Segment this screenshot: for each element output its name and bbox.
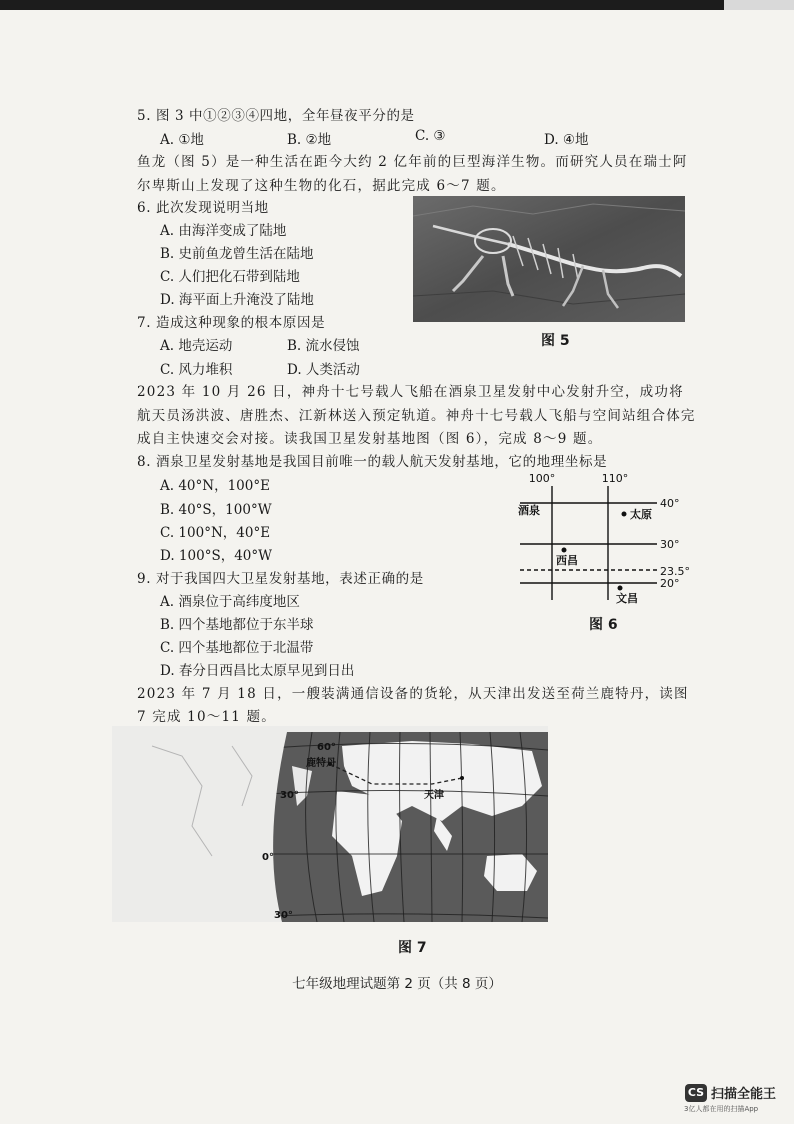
lat-label-20: 20° <box>660 577 680 590</box>
lat-label-40: 40° <box>660 497 680 510</box>
q6-option-a: A. 由海洋变成了陆地 <box>160 223 287 239</box>
lat-label-23-5: 23.5° <box>660 565 690 578</box>
lon-label-110: 110° <box>601 472 629 485</box>
passage-fish-dragon: 鱼龙（图 5）是一种生活在距今大约 2 亿年前的巨型海洋生物。而研究人员在瑞士阿尔卑斯山上发现了这种生物的化石，据此完成 6～7 题。 <box>137 154 688 194</box>
q8-option-c: C. 100°N，40°E <box>160 525 271 541</box>
q6-option-b: B. 史前鱼龙曾生活在陆地 <box>160 246 314 262</box>
fig5-caption: 图 5 <box>541 333 570 349</box>
q5-option-b: B. ②地 <box>287 132 332 148</box>
place-wenchang: 文昌 <box>616 592 638 605</box>
map-lat-0: 0° <box>262 852 274 863</box>
place-rotterdam: 鹿特丹 <box>306 758 336 769</box>
place-xichang: 西昌 <box>556 554 578 567</box>
q7-option-c: C. 风力堆积 <box>160 362 233 378</box>
q8-option-a: A. 40°N，100°E <box>160 478 270 494</box>
q5-option-c: C. ③ <box>415 128 446 144</box>
q5-stem: 5. 图 3 中①②③④四地，全年昼夜平分的是 <box>137 108 415 124</box>
camscanner-tagline: 3亿人都在用的扫描App <box>684 1105 759 1113</box>
q9-option-d: D. 春分日西昌比太原早见到日出 <box>160 663 355 679</box>
world-map <box>112 726 548 922</box>
passage-shipping: 2023 年 7 月 18 日，一艘装满通信设备的货轮，从天津出发送至荷兰鹿特丹，读图 7 完成 10～11 题。 <box>137 686 689 725</box>
camscanner-name: 扫描全能王 <box>711 1087 777 1102</box>
dot-tianjin <box>460 776 464 780</box>
map-lat-30s: 30° <box>274 910 293 921</box>
launch-base-map <box>512 470 692 610</box>
q9-option-c: C. 四个基地都位于北温带 <box>160 640 314 656</box>
dot-xichang <box>562 548 567 553</box>
q8-option-d: D. 100°S，40°W <box>160 548 272 564</box>
q9-stem: 9. 对于我国四大卫星发射基地，表述正确的是 <box>137 571 424 587</box>
place-jiuquan: 酒泉 <box>518 504 540 517</box>
q6-option-c: C. 人们把化石带到陆地 <box>160 269 300 285</box>
lon-label-100: 100° <box>528 472 556 485</box>
q5-option-d: D. ④地 <box>544 132 589 148</box>
q7-option-a: A. 地壳运动 <box>160 338 233 354</box>
q8-option-b: B. 40°S，100°W <box>160 502 272 518</box>
q9-option-a: A. 酒泉位于高纬度地区 <box>160 594 300 610</box>
dot-taiyuan <box>622 512 627 517</box>
q7-stem: 7. 造成这种现象的根本原因是 <box>137 315 326 331</box>
fig7-caption: 图 7 <box>398 940 427 956</box>
fossil-photo <box>413 196 685 322</box>
lat-label-30: 30° <box>660 538 680 551</box>
page-footer: 七年级地理试题第 2 页（共 8 页） <box>292 976 502 992</box>
q8-stem: 8. 酒泉卫星发射基地是我国目前唯一的载人航天发射基地，它的地理坐标是 <box>137 454 608 470</box>
fig6-caption: 图 6 <box>589 617 618 633</box>
q6-stem: 6. 此次发现说明当地 <box>137 200 269 216</box>
passage-shenzhou: 2023 年 10 月 26 日，神舟十七号载人飞船在酒泉卫星发射中心发射升空，成功将航天员汤洪波、唐胜杰、江新林送入预定轨道。神舟十七号载人飞船与空间站组合体完成自主快速交会对接。读我国卫星发射基地图（图 6），完成 8～9 题。 <box>137 384 696 447</box>
scan-top-edge <box>0 0 794 10</box>
q9-option-b: B. 四个基地都位于东半球 <box>160 617 314 633</box>
camscanner-logo: CS <box>685 1084 707 1102</box>
dot-wenchang <box>618 586 623 591</box>
scan-top-edge-light <box>724 0 794 10</box>
q5-option-a: A. ①地 <box>160 132 204 148</box>
place-taiyuan: 太原 <box>630 508 652 521</box>
q7-option-d: D. 人类活动 <box>287 362 360 378</box>
map-lat-30n: 30° <box>280 790 299 801</box>
q6-option-d: D. 海平面上升淹没了陆地 <box>160 292 314 308</box>
place-tianjin: 天津 <box>424 790 444 801</box>
q7-option-b: B. 流水侵蚀 <box>287 338 360 354</box>
map-lat-60: 60° <box>317 742 336 753</box>
